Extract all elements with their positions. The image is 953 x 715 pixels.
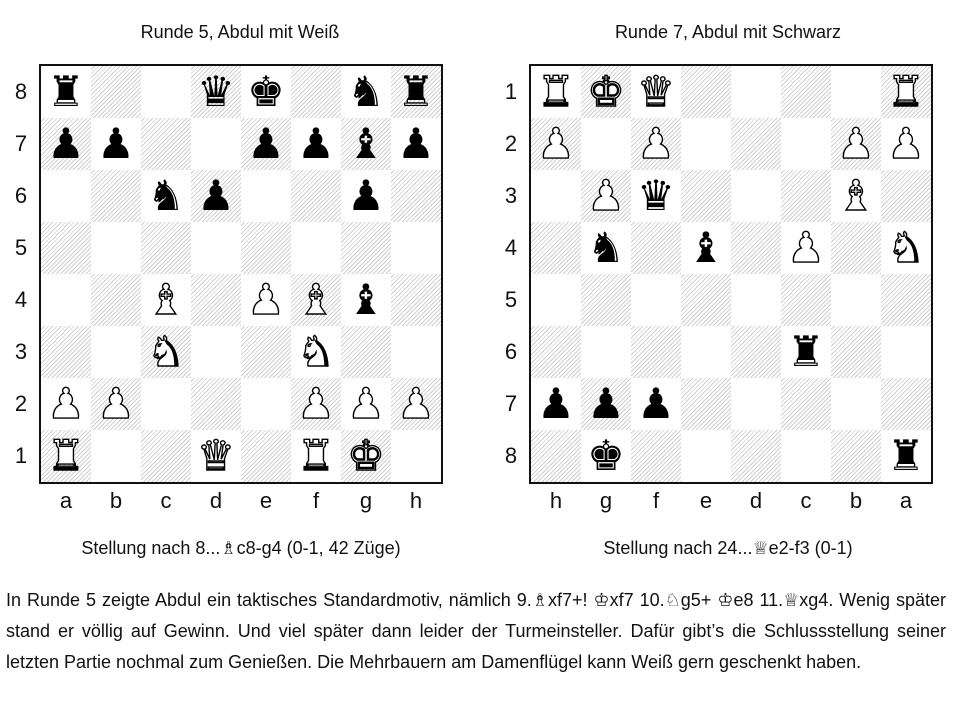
paragraph-text: In Runde 5 zeigte Abdul ein taktisches Standardmotiv, nämlich 9. [6,590,532,610]
rank-label: 1 [504,79,518,104]
rank-label: 6 [14,183,28,208]
file-label: h [549,488,563,513]
board-square [781,430,831,482]
board-square [191,326,241,378]
rank-label: 8 [504,443,518,468]
black-bishop-icon: ♝ [687,223,725,272]
black-bishop-icon: ♝ [347,275,385,324]
board-square [91,430,141,482]
board-square [341,170,391,222]
right-caption-prefix: Stellung nach 24... [603,538,753,558]
board-square [241,378,291,430]
board-square [831,222,881,274]
queen-figurine-icon: ♕ [752,538,769,559]
white-queen-icon: ♛ [197,431,235,480]
black-rook-icon: ♜ [47,67,85,116]
board-square [341,222,391,274]
black-rook-icon: ♜ [397,67,435,116]
black-pawn-icon: ♟ [197,171,235,220]
board-square [581,170,631,222]
file-label: a [59,488,73,513]
board-square [91,378,141,430]
board-square [191,430,241,482]
board-square [831,274,881,326]
black-queen-icon: ♛ [197,67,235,116]
board-square [631,170,681,222]
white-bishop-icon: ♝ [147,275,185,324]
black-pawn-icon: ♟ [587,379,625,428]
white-queen-icon: ♛ [637,67,675,116]
paragraph-text: e8 11. [733,590,784,610]
board-square [341,326,391,378]
white-rook-icon: ♜ [887,67,925,116]
white-bishop-icon: ♝ [837,171,875,220]
board-square [881,326,931,378]
rank-label: 5 [14,235,28,260]
board-square [831,430,881,482]
board-square [391,326,441,378]
white-pawn-icon: ♟ [637,119,675,168]
white-rook-icon: ♜ [537,67,575,116]
board-square [91,66,141,118]
white-pawn-icon: ♟ [347,379,385,428]
board-square [731,118,781,170]
figurine-icon: ♔ [593,590,610,611]
board-square [581,430,631,482]
rank-label: 6 [504,339,518,364]
black-pawn-icon: ♟ [97,119,135,168]
board-square [141,118,191,170]
rank-label: 8 [14,79,28,104]
left-chessboard [39,64,443,484]
file-label: f [312,488,320,513]
board-square [781,170,831,222]
board-square [681,274,731,326]
board-square [291,326,341,378]
white-pawn-icon: ♟ [97,379,135,428]
file-label: g [359,488,373,513]
board-square [581,118,631,170]
board-square [191,66,241,118]
white-pawn-icon: ♟ [587,171,625,220]
white-king-icon: ♚ [587,67,625,116]
board-square [141,170,191,222]
white-pawn-icon: ♟ [397,379,435,428]
left-caption-suffix: c8-g4 (0-1, 42 Züge) [236,538,401,558]
black-knight-icon: ♞ [347,67,385,116]
black-knight-icon: ♞ [147,171,185,220]
board-square [881,378,931,430]
board-square [831,326,881,378]
file-label: f [652,488,660,513]
board-square [531,274,581,326]
board-square [91,170,141,222]
board-square [681,170,731,222]
black-pawn-icon: ♟ [347,171,385,220]
rank-label: 3 [504,183,518,208]
file-label: d [749,488,763,513]
board-square [141,222,191,274]
board-square [631,378,681,430]
rank-label: 4 [14,287,28,312]
board-square [631,222,681,274]
board-square [41,170,91,222]
board-square [241,326,291,378]
file-label: d [209,488,223,513]
board-square [41,326,91,378]
black-rook-icon: ♜ [887,431,925,480]
board-square [681,326,731,378]
white-knight-icon: ♞ [887,223,925,272]
board-square [341,378,391,430]
file-label: c [800,488,812,513]
board-square [781,118,831,170]
board-square [731,430,781,482]
board-square [731,222,781,274]
file-label: b [849,488,863,513]
left-caption-prefix: Stellung nach 8... [81,538,221,558]
left-board-caption [11,538,471,559]
board-square [681,222,731,274]
figurine-icon: ♕ [783,590,800,611]
black-rook-icon: ♜ [787,327,825,376]
file-label: a [899,488,913,513]
board-square [191,170,241,222]
board-square [91,274,141,326]
board-square [91,118,141,170]
board-square [91,326,141,378]
board-square [631,430,681,482]
board-square [241,222,291,274]
board-square [291,430,341,482]
board-square [531,378,581,430]
rank-label: 7 [504,391,518,416]
board-square [391,170,441,222]
black-pawn-icon: ♟ [537,379,575,428]
white-rook-icon: ♜ [47,431,85,480]
rank-label: 1 [14,443,28,468]
black-pawn-icon: ♟ [247,119,285,168]
file-label: b [109,488,123,513]
right-board-caption [498,538,953,559]
board-square [141,274,191,326]
board-square [681,378,731,430]
board-square [391,378,441,430]
board-square [781,378,831,430]
board-square [391,430,441,482]
board-square [831,118,881,170]
board-square [291,222,341,274]
board-square [681,430,731,482]
file-label: e [259,488,273,513]
board-square [631,118,681,170]
board-square [631,274,681,326]
board-square [191,118,241,170]
board-square [141,430,191,482]
board-square [581,378,631,430]
rank-label: 3 [14,339,28,364]
board-square [341,118,391,170]
board-square [41,66,91,118]
file-label: c [160,488,172,513]
board-square [681,66,731,118]
board-square [191,378,241,430]
board-square [241,66,291,118]
board-square [831,170,881,222]
file-label: h [409,488,423,513]
board-square [291,66,341,118]
white-knight-icon: ♞ [147,327,185,376]
rank-label: 4 [504,235,518,260]
board-square [291,274,341,326]
board-square [581,66,631,118]
board-square [191,274,241,326]
board-square [91,222,141,274]
board-square [631,66,681,118]
black-pawn-icon: ♟ [637,379,675,428]
board-square [781,326,831,378]
rank-label: 5 [504,287,518,312]
board-square [341,66,391,118]
board-square [391,66,441,118]
board-square [881,274,931,326]
figurine-icon: ♘ [664,590,681,611]
white-king-icon: ♚ [347,431,385,480]
board-square [881,222,931,274]
board-square [141,326,191,378]
white-pawn-icon: ♟ [837,119,875,168]
black-king-icon: ♚ [247,67,285,116]
board-square [681,118,731,170]
board-square [831,66,881,118]
board-square [241,430,291,482]
rank-label: 7 [14,131,28,156]
board-square [41,118,91,170]
board-square [341,430,391,482]
board-square [731,170,781,222]
board-square [41,430,91,482]
white-rook-icon: ♜ [297,431,335,480]
board-square [391,118,441,170]
bishop-figurine-icon: ♗ [220,538,237,559]
board-square [731,378,781,430]
commentary-paragraph [6,585,946,678]
paragraph-text: g5+ [680,590,718,610]
white-pawn-icon: ♟ [787,223,825,272]
board-square [731,66,781,118]
white-pawn-icon: ♟ [887,119,925,168]
white-pawn-icon: ♟ [247,275,285,324]
board-square [141,378,191,430]
board-square [531,170,581,222]
board-square [531,118,581,170]
board-square [831,378,881,430]
white-pawn-icon: ♟ [297,379,335,428]
paragraph-text: xf7 10. [609,590,665,610]
board-square [881,430,931,482]
board-square [191,222,241,274]
board-square [881,118,931,170]
board-square [781,222,831,274]
white-pawn-icon: ♟ [47,379,85,428]
board-square [241,118,291,170]
board-square [291,170,341,222]
board-square [781,66,831,118]
right-caption-suffix: e2-f3 (0-1) [768,538,853,558]
file-label: e [699,488,713,513]
paragraph-text: xf7+! [547,590,594,610]
board-square [241,170,291,222]
black-pawn-icon: ♟ [297,119,335,168]
white-bishop-icon: ♝ [297,275,335,324]
figurine-icon: ♗ [531,590,548,611]
board-square [391,222,441,274]
board-square [291,118,341,170]
board-square [391,274,441,326]
black-queen-icon: ♛ [637,171,675,220]
board-square [581,222,631,274]
paragraph-text: xg4. Wenig später stand er völlig auf Gewinn. Und viel später dann leider der Turmeinsteller. Dafür gibt’s die Schlussstellung seiner letzten Partie nochmal zum Genießen. Die Mehrbauern am Damenflügel kann Weiß gern geschenkt haben. [6,590,947,672]
board-square [41,274,91,326]
board-square [531,326,581,378]
board-square [241,274,291,326]
left-board-title: Runde 5, Abdul mit Weiß [140,22,340,42]
board-square [881,66,931,118]
white-pawn-icon: ♟ [537,119,575,168]
board-square [781,274,831,326]
board-square [291,378,341,430]
board-square [881,170,931,222]
board-square [531,66,581,118]
board-square [41,378,91,430]
board-square [631,326,681,378]
board-square [41,222,91,274]
board-square [531,222,581,274]
board-square [581,326,631,378]
rank-label: 2 [504,131,518,156]
board-square [731,274,781,326]
board-square [581,274,631,326]
right-board-title: Runde 7, Abdul mit Schwarz [614,22,842,42]
file-label: g [599,488,613,513]
black-pawn-icon: ♟ [47,119,85,168]
board-square [531,430,581,482]
figurine-icon: ♔ [717,590,734,611]
black-king-icon: ♚ [587,431,625,480]
black-knight-icon: ♞ [587,223,625,272]
rank-label: 2 [14,391,28,416]
black-bishop-icon: ♝ [347,119,385,168]
black-pawn-icon: ♟ [397,119,435,168]
white-knight-icon: ♞ [297,327,335,376]
board-square [731,326,781,378]
board-square [141,66,191,118]
right-chessboard [529,64,933,484]
board-square [341,274,391,326]
